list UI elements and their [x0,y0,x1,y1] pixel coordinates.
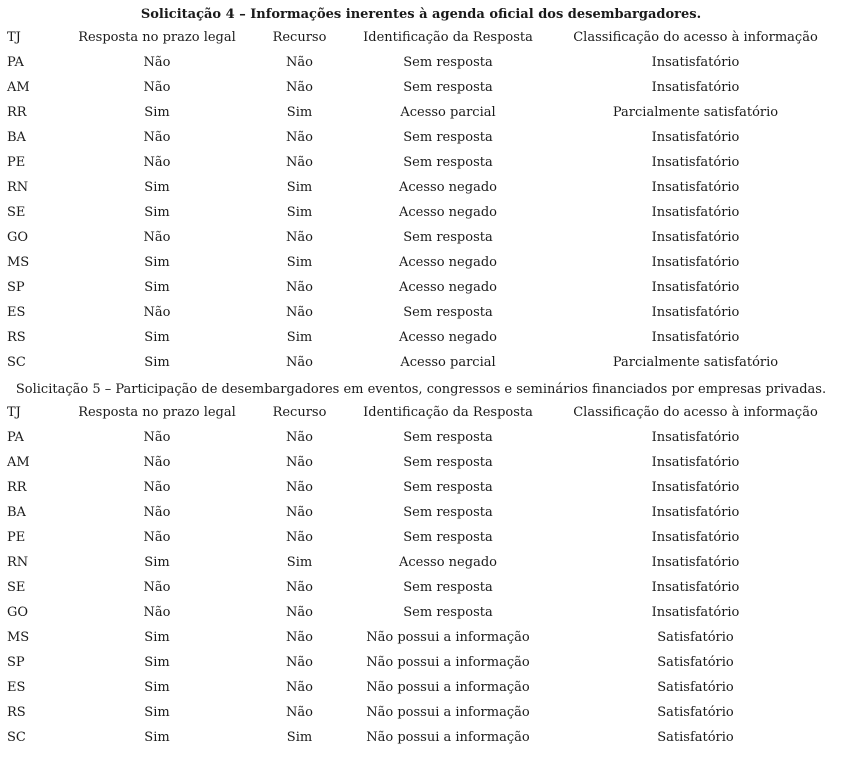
table-row [0,650,842,675]
table-row [0,550,842,575]
classificacao-cell: Insatisfatório [651,130,740,145]
recurso-cell: Sim [286,330,313,345]
classificacao-cell: Satisfatório [657,705,734,720]
tj-cell: BA [7,130,26,145]
prazo-cell: Não [143,430,171,445]
prazo-cell: Sim [144,730,170,745]
table-row [0,625,842,650]
resposta-cell: Sem resposta [403,230,493,245]
tj-cell: AM [7,80,30,95]
column-header: Identificação da Resposta [363,405,533,420]
classificacao-cell: Insatisfatório [651,455,740,470]
tj-cell: SE [7,205,26,220]
section5-table-body [0,400,842,750]
recurso-cell: Não [286,680,313,695]
tj-cell: RN [7,180,29,195]
resposta-cell: Acesso negado [399,255,497,270]
resposta-cell: Sem resposta [403,130,493,145]
resposta-cell: Não possui a informação [366,680,530,695]
tj-cell: SP [7,280,25,295]
prazo-cell: Sim [144,680,170,695]
recurso-cell: Não [286,430,313,445]
column-header: TJ [7,30,21,45]
prazo-cell: Sim [144,355,170,370]
resposta-cell: Sem resposta [403,455,493,470]
resposta-cell: Sem resposta [403,305,493,320]
resposta-cell: Não possui a informação [366,705,530,720]
prazo-cell: Não [143,305,171,320]
tj-cell: MS [7,255,30,270]
prazo-cell: Não [143,480,171,495]
column-header: TJ [7,405,21,420]
tj-cell: GO [7,605,29,620]
resposta-cell: Acesso parcial [400,105,496,120]
prazo-cell: Não [143,455,171,470]
classificacao-cell: Satisfatório [657,730,734,745]
tj-cell: PA [7,55,24,70]
section4-table [0,25,842,375]
table-row [0,175,842,200]
resposta-cell: Não possui a informação [366,730,530,745]
tj-cell: RR [7,480,27,495]
resposta-cell: Acesso negado [399,330,497,345]
table-row [0,675,842,700]
table-row [0,600,842,625]
column-header: Identificação da Resposta [363,30,533,45]
tj-cell: AM [7,455,30,470]
classificacao-cell: Satisfatório [657,680,734,695]
prazo-cell: Não [143,505,171,520]
prazo-cell: Sim [144,655,170,670]
recurso-cell: Não [286,455,313,470]
classificacao-cell: Insatisfatório [651,330,740,345]
classificacao-cell: Satisfatório [657,630,734,645]
table-row [0,700,842,725]
classificacao-cell: Insatisfatório [651,280,740,295]
classificacao-cell: Insatisfatório [651,155,740,170]
classificacao-cell: Insatisfatório [651,530,740,545]
classificacao-cell: Insatisfatório [651,480,740,495]
classificacao-cell: Insatisfatório [651,580,740,595]
section5-title: Solicitação 5 – Participação de desembargadores em eventos, congressos e seminários financiados por empresas privadas. [15,382,827,397]
tj-cell: SE [7,580,26,595]
tj-cell: MS [7,630,30,645]
recurso-cell: Não [286,655,313,670]
classificacao-cell: Insatisfatório [651,305,740,320]
prazo-cell: Não [143,605,171,620]
tj-cell: PA [7,430,24,445]
recurso-cell: Não [286,305,313,320]
recurso-cell: Não [286,280,313,295]
table-row [0,500,842,525]
recurso-cell: Sim [286,255,313,270]
recurso-cell: Não [286,155,313,170]
recurso-cell: Não [286,55,313,70]
recurso-cell: Não [286,605,313,620]
recurso-cell: Não [286,530,313,545]
recurso-cell: Sim [286,555,313,570]
classificacao-cell: Insatisfatório [651,430,740,445]
classificacao-cell: Parcialmente satisfatório [612,355,779,370]
recurso-cell: Não [286,355,313,370]
prazo-cell: Não [143,580,171,595]
table-row [0,275,842,300]
tj-cell: RR [7,105,27,120]
tj-cell: RS [7,705,26,720]
tj-cell: RN [7,555,29,570]
prazo-cell: Não [143,530,171,545]
prazo-cell: Sim [144,205,170,220]
resposta-cell: Não possui a informação [366,655,530,670]
prazo-cell: Não [143,230,171,245]
prazo-cell: Sim [144,555,170,570]
recurso-cell: Sim [286,730,313,745]
table-row [0,575,842,600]
table-row [0,75,842,100]
resposta-cell: Acesso negado [399,555,497,570]
column-header: Classificação do acesso à informação [573,405,818,420]
classificacao-cell: Insatisfatório [651,205,740,220]
resposta-cell: Sem resposta [403,155,493,170]
classificacao-cell: Insatisfatório [651,55,740,70]
column-header: Recurso [272,30,327,45]
table-row [0,350,842,375]
table-row [0,150,842,175]
tj-cell: RS [7,330,26,345]
column-header: Classificação do acesso à informação [573,30,818,45]
resposta-cell: Sem resposta [403,505,493,520]
table-row [0,250,842,275]
prazo-cell: Não [143,155,171,170]
tj-cell: SP [7,655,25,670]
resposta-cell: Sem resposta [403,580,493,595]
prazo-cell: Não [143,80,171,95]
resposta-cell: Sem resposta [403,480,493,495]
table-row [0,50,842,75]
classificacao-cell: Satisfatório [657,655,734,670]
resposta-cell: Sem resposta [403,55,493,70]
classificacao-cell: Insatisfatório [651,230,740,245]
recurso-cell: Não [286,505,313,520]
column-header: Resposta no prazo legal [78,405,236,420]
classificacao-cell: Insatisfatório [651,80,740,95]
recurso-cell: Não [286,80,313,95]
tj-cell: PE [7,155,26,170]
column-header: Recurso [272,405,327,420]
resposta-cell: Não possui a informação [366,630,530,645]
table-row [0,100,842,125]
resposta-cell: Sem resposta [403,430,493,445]
recurso-cell: Sim [286,105,313,120]
table-row [0,725,842,750]
section4-title: Solicitação 4 – Informações inerentes à agenda oficial dos desembargadores. [140,7,702,22]
recurso-cell: Sim [286,180,313,195]
tj-cell: SC [7,730,26,745]
resposta-cell: Acesso parcial [400,355,496,370]
classificacao-cell: Insatisfatório [651,505,740,520]
classificacao-cell: Insatisfatório [651,605,740,620]
tj-cell: BA [7,505,26,520]
recurso-cell: Não [286,580,313,595]
tj-cell: ES [7,305,26,320]
prazo-cell: Não [143,55,171,70]
prazo-cell: Sim [144,330,170,345]
resposta-cell: Sem resposta [403,530,493,545]
resposta-cell: Acesso negado [399,180,497,195]
table-row [0,225,842,250]
tj-cell: ES [7,680,26,695]
tj-cell: GO [7,230,29,245]
tj-cell: SC [7,355,26,370]
recurso-cell: Não [286,130,313,145]
classificacao-cell: Insatisfatório [651,180,740,195]
table-row [0,450,842,475]
prazo-cell: Sim [144,280,170,295]
recurso-cell: Não [286,230,313,245]
section5-table [0,400,842,750]
table-row [0,425,842,450]
table-row [0,325,842,350]
tj-cell: PE [7,530,26,545]
prazo-cell: Sim [144,105,170,120]
table-row [0,525,842,550]
recurso-cell: Não [286,480,313,495]
prazo-cell: Sim [144,630,170,645]
table-header-row [0,400,842,425]
table-row [0,125,842,150]
recurso-cell: Não [286,705,313,720]
recurso-cell: Sim [286,205,313,220]
prazo-cell: Sim [144,705,170,720]
classificacao-cell: Insatisfatório [651,255,740,270]
section4-table-body [0,25,842,375]
prazo-cell: Sim [144,255,170,270]
resposta-cell: Acesso negado [399,205,497,220]
prazo-cell: Sim [144,180,170,195]
classificacao-cell: Parcialmente satisfatório [612,105,779,120]
recurso-cell: Não [286,630,313,645]
table-header-row [0,25,842,50]
resposta-cell: Sem resposta [403,80,493,95]
resposta-cell: Sem resposta [403,605,493,620]
table-row [0,300,842,325]
prazo-cell: Não [143,130,171,145]
classificacao-cell: Insatisfatório [651,555,740,570]
table-row [0,475,842,500]
table-row [0,200,842,225]
column-header: Resposta no prazo legal [78,30,236,45]
resposta-cell: Acesso negado [399,280,497,295]
